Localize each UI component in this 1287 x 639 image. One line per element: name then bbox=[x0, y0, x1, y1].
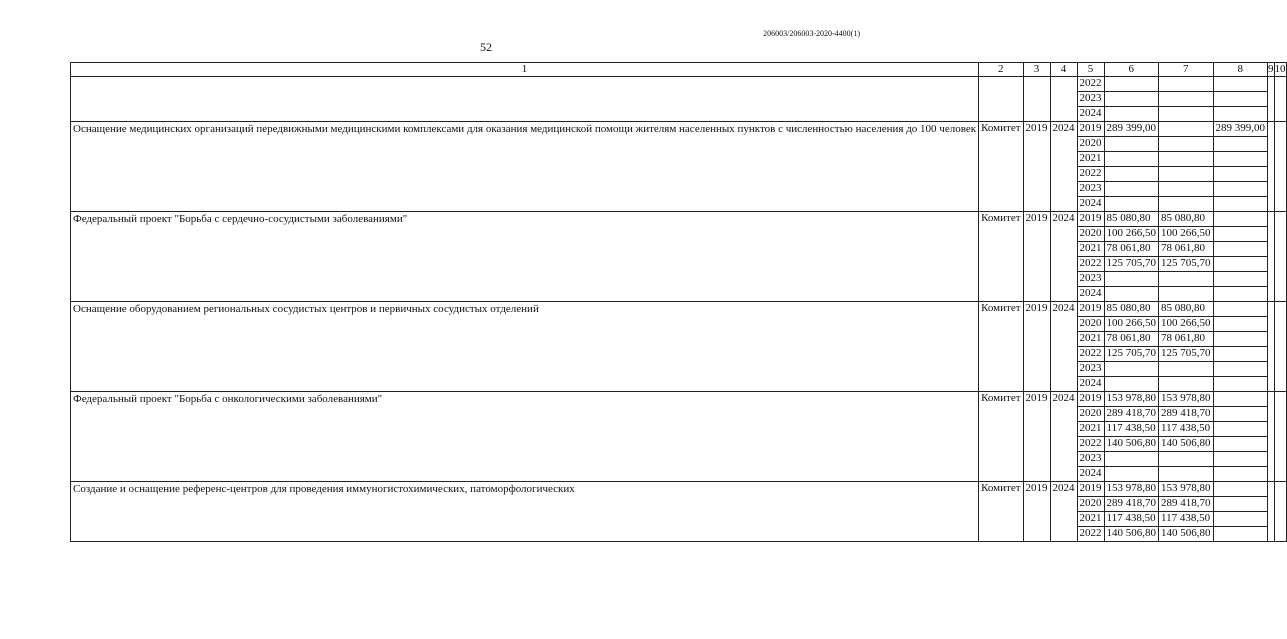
amount-regional-cell bbox=[1213, 302, 1268, 317]
year-cell: 2022 bbox=[1077, 167, 1104, 182]
end-year-cell bbox=[1050, 77, 1077, 122]
start-year-cell: 2019 bbox=[1023, 392, 1050, 482]
amount-federal-cell bbox=[1159, 467, 1214, 482]
header-cell: 9 bbox=[1268, 63, 1274, 75]
amount-regional-cell bbox=[1213, 182, 1268, 197]
amount-federal-cell: 153 978,80 bbox=[1159, 392, 1214, 407]
year-cell: 2020 bbox=[1077, 227, 1104, 242]
activity-name-cell: Создание и оснащение референс-центров для проведения иммуногистохимических, патоморфологических bbox=[71, 482, 979, 542]
col10-cell bbox=[1274, 302, 1286, 392]
table-row bbox=[71, 392, 1287, 407]
start-year-cell bbox=[1023, 77, 1050, 122]
amount-total-cell: 289 418,70 bbox=[1104, 407, 1159, 422]
year-cell: 2022 bbox=[1077, 257, 1104, 272]
table-row bbox=[71, 212, 1287, 227]
table-row bbox=[71, 77, 1287, 92]
amount-federal-cell bbox=[1159, 167, 1214, 182]
amount-total-cell bbox=[1104, 137, 1159, 152]
amount-federal-cell: 85 080,80 bbox=[1159, 212, 1214, 227]
year-cell: 2023 bbox=[1077, 272, 1104, 287]
amount-total-cell bbox=[1104, 77, 1159, 92]
header-cell: 1 bbox=[71, 63, 979, 77]
amount-regional-cell bbox=[1213, 482, 1268, 497]
amount-federal-cell bbox=[1159, 122, 1214, 137]
amount-regional-cell: 289 399,00 bbox=[1213, 122, 1268, 137]
activity-name-cell: Федеральный проект "Борьба с сердечно-сосудистыми заболеваниями" bbox=[71, 212, 979, 302]
year-cell: 2024 bbox=[1077, 107, 1104, 122]
header-cell: 4 bbox=[1050, 63, 1077, 77]
amount-regional-cell bbox=[1213, 77, 1268, 92]
page-number: 52 bbox=[480, 40, 492, 54]
amount-total-cell bbox=[1104, 152, 1159, 167]
amount-total-cell: 153 978,80 bbox=[1104, 392, 1159, 407]
amount-regional-cell bbox=[1213, 272, 1268, 287]
year-cell: 2023 bbox=[1077, 452, 1104, 467]
year-cell: 2023 bbox=[1077, 92, 1104, 107]
amount-total-cell: 100 266,50 bbox=[1104, 317, 1159, 332]
header-row bbox=[71, 63, 1287, 77]
year-cell: 2019 bbox=[1077, 482, 1104, 497]
amount-federal-cell bbox=[1159, 272, 1214, 287]
amount-federal-cell: 100 266,50 bbox=[1159, 227, 1214, 242]
year-cell: 2024 bbox=[1077, 467, 1104, 482]
amount-total-cell bbox=[1104, 452, 1159, 467]
amount-regional-cell bbox=[1213, 527, 1268, 542]
program-table bbox=[70, 62, 1287, 542]
amount-regional-cell bbox=[1213, 362, 1268, 377]
amount-regional-cell bbox=[1213, 107, 1268, 122]
executor-cell: Комитет bbox=[979, 482, 1023, 542]
amount-federal-cell bbox=[1159, 182, 1214, 197]
year-cell: 2020 bbox=[1077, 137, 1104, 152]
executor-cell: Комитет bbox=[979, 212, 1023, 302]
header-cell: 3 bbox=[1023, 63, 1050, 77]
end-year-cell: 2024 bbox=[1050, 212, 1077, 302]
amount-regional-cell bbox=[1213, 257, 1268, 272]
start-year-cell: 2019 bbox=[1023, 302, 1050, 392]
amount-federal-cell bbox=[1159, 362, 1214, 377]
header-cell: 5 bbox=[1077, 63, 1104, 77]
amount-regional-cell bbox=[1213, 437, 1268, 452]
amount-regional-cell bbox=[1213, 377, 1268, 392]
amount-total-cell: 117 438,50 bbox=[1104, 512, 1159, 527]
amount-regional-cell bbox=[1213, 242, 1268, 257]
end-year-cell: 2024 bbox=[1050, 392, 1077, 482]
header-cell: 2 bbox=[979, 63, 1023, 77]
year-cell: 2021 bbox=[1077, 422, 1104, 437]
year-cell: 2020 bbox=[1077, 407, 1104, 422]
year-cell: 2022 bbox=[1077, 77, 1104, 92]
amount-total-cell: 140 506,80 bbox=[1104, 437, 1159, 452]
year-cell: 2019 bbox=[1077, 212, 1104, 227]
amount-regional-cell bbox=[1213, 422, 1268, 437]
amount-regional-cell bbox=[1213, 347, 1268, 362]
amount-federal-cell: 117 438,50 bbox=[1159, 512, 1214, 527]
name bbox=[71, 77, 979, 122]
amount-total-cell bbox=[1104, 287, 1159, 302]
amount-total-cell: 153 978,80 bbox=[1104, 482, 1159, 497]
amount-total-cell: 125 705,70 bbox=[1104, 347, 1159, 362]
amount-regional-cell bbox=[1213, 197, 1268, 212]
year-cell: 2022 bbox=[1077, 527, 1104, 542]
amount-total-cell: 100 266,50 bbox=[1104, 227, 1159, 242]
year-cell: 2019 bbox=[1077, 122, 1104, 137]
amount-regional-cell bbox=[1213, 452, 1268, 467]
amount-regional-cell bbox=[1213, 317, 1268, 332]
year-cell: 2019 bbox=[1077, 392, 1104, 407]
end-year-cell: 2024 bbox=[1050, 302, 1077, 392]
amount-total-cell bbox=[1104, 467, 1159, 482]
amount-regional-cell bbox=[1213, 287, 1268, 302]
end-year-cell: 2024 bbox=[1050, 122, 1077, 212]
amount-federal-cell: 78 061,80 bbox=[1159, 332, 1214, 347]
end-year-cell: 2024 bbox=[1050, 482, 1077, 542]
table-row bbox=[71, 122, 1287, 137]
year-cell: 2021 bbox=[1077, 512, 1104, 527]
amount-regional-cell bbox=[1213, 212, 1268, 227]
year-cell: 2019 bbox=[1077, 302, 1104, 317]
col10-cell bbox=[1274, 482, 1286, 542]
year-cell: 2024 bbox=[1077, 377, 1104, 392]
year-cell: 2022 bbox=[1077, 347, 1104, 362]
amount-total-cell: 85 080,80 bbox=[1104, 212, 1159, 227]
amount-total-cell bbox=[1104, 167, 1159, 182]
col10-cell bbox=[1274, 212, 1286, 302]
executor-cell bbox=[979, 77, 1023, 122]
amount-total-cell bbox=[1104, 197, 1159, 212]
amount-total-cell: 117 438,50 bbox=[1104, 422, 1159, 437]
amount-federal-cell bbox=[1159, 287, 1214, 302]
year-cell: 2020 bbox=[1077, 497, 1104, 512]
year-cell: 2024 bbox=[1077, 287, 1104, 302]
executor-cell: Комитет bbox=[979, 392, 1023, 482]
amount-total-cell: 78 061,80 bbox=[1104, 332, 1159, 347]
amount-regional-cell bbox=[1213, 152, 1268, 167]
amount-federal-cell bbox=[1159, 92, 1214, 107]
amount-regional-cell bbox=[1213, 167, 1268, 182]
amount-total-cell: 289 418,70 bbox=[1104, 497, 1159, 512]
amount-regional-cell bbox=[1213, 467, 1268, 482]
executor-cell: Комитет bbox=[979, 302, 1023, 392]
amount-total-cell bbox=[1104, 92, 1159, 107]
amount-total-cell bbox=[1104, 362, 1159, 377]
amount-federal-cell: 125 705,70 bbox=[1159, 347, 1214, 362]
amount-regional-cell bbox=[1213, 332, 1268, 347]
amount-federal-cell: 140 506,80 bbox=[1159, 437, 1214, 452]
amount-federal-cell: 153 978,80 bbox=[1159, 482, 1214, 497]
amount-federal-cell: 100 266,50 bbox=[1159, 317, 1214, 332]
amount-regional-cell bbox=[1213, 497, 1268, 512]
amount-regional-cell bbox=[1213, 407, 1268, 422]
year-cell: 2021 bbox=[1077, 152, 1104, 167]
header-cell: 10 bbox=[1274, 63, 1286, 75]
amount-federal-cell bbox=[1159, 377, 1214, 392]
col10-cell bbox=[1274, 392, 1286, 482]
year-cell: 2023 bbox=[1077, 182, 1104, 197]
col10-cell bbox=[1274, 77, 1286, 122]
amount-federal-cell: 289 418,70 bbox=[1159, 497, 1214, 512]
table-row bbox=[71, 302, 1287, 317]
amount-regional-cell bbox=[1213, 227, 1268, 242]
amount-total-cell bbox=[1104, 377, 1159, 392]
amount-total-cell: 140 506,80 bbox=[1104, 527, 1159, 542]
amount-regional-cell bbox=[1213, 137, 1268, 152]
amount-total-cell: 85 080,80 bbox=[1104, 302, 1159, 317]
amount-regional-cell bbox=[1213, 92, 1268, 107]
amount-federal-cell: 85 080,80 bbox=[1159, 302, 1214, 317]
amount-federal-cell: 289 418,70 bbox=[1159, 407, 1214, 422]
amount-federal-cell: 125 705,70 bbox=[1159, 257, 1214, 272]
amount-federal-cell: 140 506,80 bbox=[1159, 527, 1214, 542]
table-row bbox=[71, 482, 1287, 497]
start-year-cell: 2019 bbox=[1023, 212, 1050, 302]
executor-cell: Комитет bbox=[979, 122, 1023, 212]
header-cell: 6 bbox=[1104, 63, 1159, 77]
amount-federal-cell bbox=[1159, 137, 1214, 152]
amount-total-cell: 289 399,00 bbox=[1104, 122, 1159, 137]
amount-federal-cell bbox=[1159, 77, 1214, 92]
header-cell: 8 bbox=[1213, 63, 1268, 77]
document-id: 206003/206003-2020-4400(1) bbox=[763, 29, 860, 38]
activity-name-cell: Оснащение медицинских организаций передвижными медицинскими комплексами для оказания медицинской помощи жителям населенных пунктов с численностью населения до 100 человек bbox=[71, 122, 979, 212]
amount-total-cell bbox=[1104, 272, 1159, 287]
amount-federal-cell bbox=[1159, 107, 1214, 122]
amount-federal-cell: 78 061,80 bbox=[1159, 242, 1214, 257]
amount-federal-cell bbox=[1159, 152, 1214, 167]
year-cell: 2020 bbox=[1077, 317, 1104, 332]
amount-regional-cell bbox=[1213, 512, 1268, 527]
activity-name-cell: Федеральный проект "Борьба с онкологическими заболеваниями" bbox=[71, 392, 979, 482]
amount-total-cell: 78 061,80 bbox=[1104, 242, 1159, 257]
amount-regional-cell bbox=[1213, 392, 1268, 407]
amount-total-cell bbox=[1104, 182, 1159, 197]
amount-total-cell: 125 705,70 bbox=[1104, 257, 1159, 272]
activity-name-cell: Оснащение оборудованием региональных сосудистых центров и первичных сосудистых отделений bbox=[71, 302, 979, 392]
year-cell: 2024 bbox=[1077, 197, 1104, 212]
amount-federal-cell bbox=[1159, 452, 1214, 467]
start-year-cell: 2019 bbox=[1023, 122, 1050, 212]
year-cell: 2021 bbox=[1077, 332, 1104, 347]
amount-federal-cell: 117 438,50 bbox=[1159, 422, 1214, 437]
amount-total-cell bbox=[1104, 107, 1159, 122]
year-cell: 2021 bbox=[1077, 242, 1104, 257]
amount-federal-cell bbox=[1159, 197, 1214, 212]
col10-cell bbox=[1274, 122, 1286, 212]
header-cell: 7 bbox=[1159, 63, 1214, 77]
year-cell: 2022 bbox=[1077, 437, 1104, 452]
year-cell: 2023 bbox=[1077, 362, 1104, 377]
start-year-cell: 2019 bbox=[1023, 482, 1050, 542]
